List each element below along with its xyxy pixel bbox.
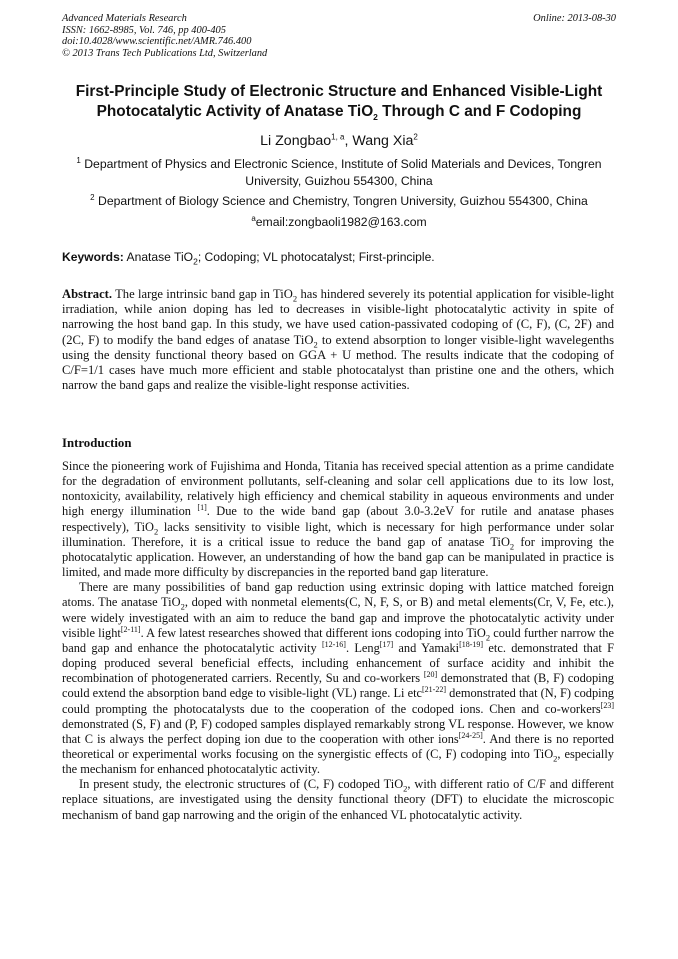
citation: [23] (600, 700, 614, 710)
author-email: $^a$email:zongbaoli1982@163.com (251, 213, 427, 229)
citation: [24-25] (458, 730, 483, 740)
citation: [17] (379, 639, 394, 649)
affiliation-1: $^1$ Department of Physics and Electronic Science, Institute of Solid Materials and Devices, Tongren University, Guizhou 554300, China (76, 155, 602, 188)
author-list: Li Zongbao$^{1, a}$, Wang Xia$^2$ (260, 132, 418, 149)
citation: [12-16] (321, 639, 346, 649)
online-date: Online: 2013-08-30 (533, 13, 616, 24)
journal-header (62, 13, 616, 59)
paragraph-1: Since the pioneering work of Fujishima and Honda, Titania has received special attention as a prime candidate for the degradation of environment pollutants, self-cleaning and solar cell applications due to its low lost, nontoxicity, availability, relatively high efficiency and chemical stability in aqueous environments and under high energy illumination [1]. Due to the wide band gap (about 3.0-3.2eV for rutile and anatase phases respectively), TiO$_2$ lacks sensitivity to visible light, which is necessary for high performance under solar illumination. Therefore, it is a critical issue to reduce the band gap of anatase TiO$_2$ for improving the photocatalytic application. However, an understanding of how the band gap can be manipulated in practice is limited, and made more difficulty by discrepancies in the reported band gap literature. (62, 459, 614, 580)
issn-line: ISSN: 1662-8985, Vol. 746, pp 400-405 (62, 24, 226, 36)
introduction-body (62, 459, 614, 823)
paragraph-2: There are many possibilities of band gap reduction using extrinsic doping with lattice matched foreign atoms. The anatase TiO$_2$, doped with nonmetal elements(C, N, F, S, or B) and metal elements(Cr, V, Fe, etc.), were widely investigated with an aim to reduce the band gap and improve the photocatalytic activity under visible light[2-11]. A few latest researches showed that different ions codoping into TiO$_2$ could further narrow the band gap and enhance the photocatalytic activity [12-16]. Leng[17] and Yamaki[18-19] etc. demonstrated that F doping produced several beneficial effects, including enhancement of surface acidity and inhibit the recombination of photogenerated carriers. Recently, Su and co-workers [20] demonstrated that (B, F) codoping could extend the absorption band edge to visible-light (VL) range. Li etc[21-22] demonstrated that (N, F) codping could prompting the photocatalysts due to the cooperation of the codoped ions. Chen and co-workers[23] demonstrated (S, F) and (P, F) codoped samples displayed remarkably strong VL response. However, we know that C is always the perfect doping ion due to the cooperation with other ions[24-25]. And there is no reported theoretical or experimental works focusing on the synergistic effects of (C, F) codoping into TiO$_2$, especially the mechanism for enhanced photocatalytic activity. (62, 580, 614, 777)
citation: [1] (197, 503, 207, 513)
keywords-line: Keywords: Anatase TiO$_2$; Codoping; VL photocatalyst; First-principle. (62, 250, 435, 267)
citation: [2-11] (120, 624, 141, 634)
citation: [20] (423, 670, 438, 680)
abstract-label: Abstract. (62, 287, 113, 301)
author-1: Li Zongbao (260, 133, 332, 149)
copyright-line: © 2013 Trans Tech Publications Ltd, Switzerland (62, 47, 268, 59)
author-2: Wang Xia (352, 133, 414, 149)
doi-line: doi:10.4028/www.scientific.net/AMR.746.400 (62, 36, 252, 48)
keywords-label: Keywords: (62, 250, 124, 264)
journal-name: Advanced Materials Research (62, 13, 187, 24)
paper-title (40, 82, 638, 121)
citation: [21-22] (422, 685, 447, 695)
affiliation-2: $^2$ Department of Biology Science and Chemistry, Tongren University, Guizhou 554300, China (90, 192, 588, 208)
author-1-marker: 1, a (331, 132, 345, 142)
citation: [18-19] (459, 639, 484, 649)
paragraph-3: In present study, the electronic structures of (C, F) codoped TiO$_2$, with different ratio of C/F and different replace situations, are investigated using the density functional theory (DFT) to elucidate the microscopic mechanism of band gap narrowing and the origin of the enhanced VL photocatalytic activity. (62, 777, 614, 822)
abstract: Abstract. The large intrinsic band gap in TiO$_2$ has hindered severely its potential application for visible-light irradiation, while anion doping has led to decreases in visible-light photocatalytic activity in spite of narrowing the host band gap. In this study, we have used cation-passivated codoping of (C, F), (C, 2F) and (2C, F) to modify the band edges of anatase TiO$_2$ to extend absorption to longer visible-light wavelegenths using the density functional theory based on GGA + U method. The results indicate that the codoping of C/F=1/1 cases have much more efficient and stable photocatalyst than pristine one and the others, which narrow the band gaps and realize the visible-light response activities. (62, 287, 615, 393)
title-line-2: Photocatalytic Activity of Anatase TiO$_2$ Through C and F Codoping (96, 102, 582, 122)
title-line-1: First-Principle Study of Electronic Structure and Enhanced Visible-Light (75, 83, 603, 100)
section-heading-introduction: Introduction (62, 436, 132, 450)
author-2-marker: 2 (413, 132, 418, 142)
